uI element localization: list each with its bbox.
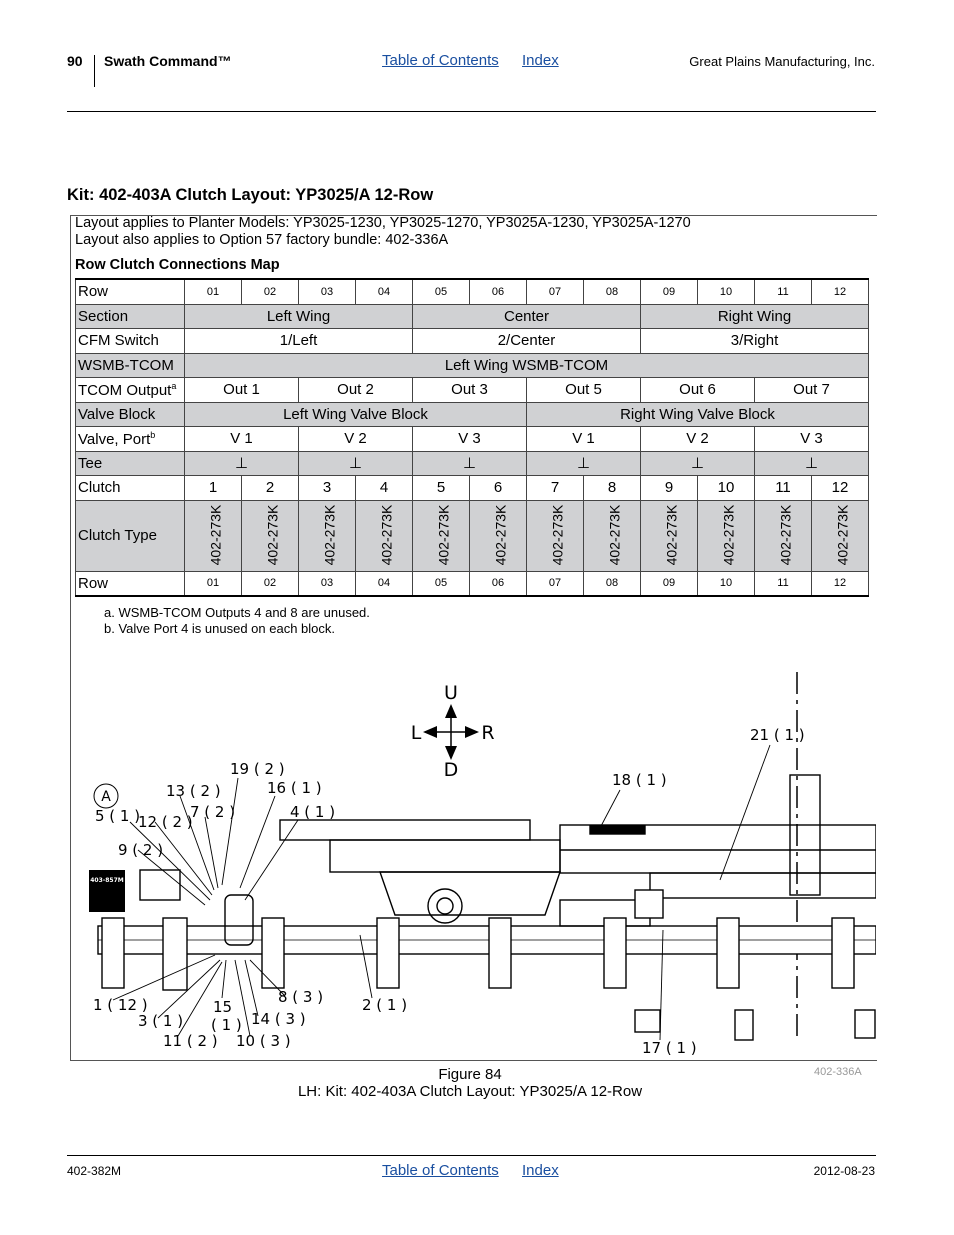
- section-cell: Right Wing: [641, 304, 869, 329]
- row-label: Row: [76, 279, 185, 304]
- row-cell: 12: [812, 279, 869, 304]
- tcom-footnote-ref: a: [171, 380, 177, 391]
- valve-port-cell: V 1: [185, 427, 299, 452]
- table-row-clutch: [76, 476, 869, 501]
- clutch-type-cell: 402-273K: [378, 504, 395, 566]
- row-cell: 01: [185, 571, 242, 596]
- tcom-label-text: TCOM Output: [78, 381, 172, 399]
- callout-15-qty: ( 1 ): [211, 1016, 242, 1034]
- row-cell: 04: [356, 571, 413, 596]
- row-cell: 07: [527, 571, 584, 596]
- clutch-type-cell: 402-273K: [834, 504, 851, 566]
- clutch-type-cell: 402-273K: [720, 504, 737, 566]
- clutch-type-cell: 402-273K: [492, 504, 509, 566]
- callout-10: 10 ( 3 ): [236, 1032, 291, 1050]
- tcom-cell: Out 6: [641, 378, 755, 403]
- cfm-cell: 3/Right: [641, 329, 869, 354]
- footnote-a: a. WSMB-TCOM Outputs 4 and 8 are unused.: [104, 605, 370, 620]
- callout-1: 1 ( 12 ): [93, 996, 148, 1014]
- row-cell: 09: [641, 279, 698, 304]
- row-cell: 02: [242, 279, 299, 304]
- callout-19: 19 ( 2 ): [230, 760, 285, 778]
- callout-11: 11 ( 2 ): [163, 1032, 218, 1050]
- cfm-cell: 1/Left: [185, 329, 413, 354]
- compass-down: D: [443, 759, 459, 781]
- table-row-valve-port: [76, 427, 869, 452]
- callout-3: 3 ( 1 ): [138, 1012, 184, 1030]
- planter-diagram: [71, 660, 876, 1058]
- compass-icon: [411, 682, 495, 781]
- tcom-cell: Out 3: [413, 378, 527, 403]
- section-title: Kit: 402-403A Clutch Layout: YP3025/A 12-Row: [67, 186, 434, 204]
- row-cell: 02: [242, 571, 299, 596]
- clutch-cell: 12: [812, 476, 869, 501]
- tcom-cell: Out 7: [755, 378, 869, 403]
- valve-block-cell: Right Wing Valve Block: [527, 402, 869, 427]
- header-rule: [67, 111, 876, 112]
- row-cell: 09: [641, 571, 698, 596]
- tee-icon: ⊥: [185, 451, 299, 476]
- callout-17: 17 ( 1 ): [642, 1039, 697, 1057]
- clutch-label: Clutch: [76, 476, 185, 501]
- row-cell: 07: [527, 279, 584, 304]
- cfm-label: CFM Switch: [76, 329, 185, 354]
- clutch-type-cell: 402-273K: [207, 504, 224, 566]
- row-cell: 01: [185, 279, 242, 304]
- tcom-cell: Out 2: [299, 378, 413, 403]
- tee-icon: ⊥: [299, 451, 413, 476]
- clutch-cell: 9: [641, 476, 698, 501]
- row-cell: 10: [698, 279, 755, 304]
- row-cell: 05: [413, 571, 470, 596]
- clutch-cell: 10: [698, 476, 755, 501]
- valve-block-cell: Left Wing Valve Block: [185, 402, 527, 427]
- row-cell: 03: [299, 279, 356, 304]
- clutch-cell: 8: [584, 476, 641, 501]
- clutch-cell: 2: [242, 476, 299, 501]
- footer-toc-link[interactable]: Table of Contents: [382, 1162, 499, 1179]
- clutch-type-cell: 402-273K: [663, 504, 680, 566]
- section-cell: Center: [413, 304, 641, 329]
- intro-line-2: Layout also applies to Option 57 factory bundle: 402-336A: [75, 232, 449, 248]
- cfm-cell: 2/Center: [413, 329, 641, 354]
- header-divider: [94, 55, 95, 87]
- intro-line-1: Layout applies to Planter Models: YP3025-1230, YP3025-1270, YP3025A-1230, YP3025A-1270: [75, 215, 691, 231]
- table-row-row-bottom: [76, 571, 869, 596]
- header-index-link[interactable]: Index: [522, 52, 559, 69]
- clutch-type-cell: 402-273K: [321, 504, 338, 566]
- header-toc-link[interactable]: Table of Contents: [382, 52, 499, 69]
- row-cell: 12: [812, 571, 869, 596]
- callout-a: A: [101, 789, 111, 805]
- doc-title: Swath Command™: [104, 53, 232, 69]
- table-row-clutch-type: [76, 500, 869, 571]
- tcom-cell: Out 5: [527, 378, 641, 403]
- valve-port-cell: V 2: [299, 427, 413, 452]
- footer-doc-number: 402-382M: [67, 1164, 122, 1178]
- clutch-cell: 5: [413, 476, 470, 501]
- row-label-bottom: Row: [76, 571, 185, 596]
- clutch-cell: 3: [299, 476, 356, 501]
- footer-index-link[interactable]: Index: [522, 1162, 559, 1179]
- row-cell: 08: [584, 279, 641, 304]
- valve-port-label: [76, 427, 185, 452]
- figure-number: Figure 84: [438, 1066, 502, 1083]
- callout-8: 8 ( 3 ): [278, 988, 324, 1006]
- table-row-row: [76, 279, 869, 304]
- map-title: Row Clutch Connections Map: [75, 257, 280, 273]
- clutch-cell: 4: [356, 476, 413, 501]
- valve-port-cell: V 2: [641, 427, 755, 452]
- clutch-cell: 7: [527, 476, 584, 501]
- row-cell: 06: [470, 571, 527, 596]
- clutch-type-cell: 402-273K: [777, 504, 794, 566]
- tee-icon: ⊥: [755, 451, 869, 476]
- callout-21: 21 ( 1 ): [750, 726, 805, 744]
- valve-port-cell: V 1: [527, 427, 641, 452]
- compass-left: L: [410, 722, 422, 744]
- valve-port-label-text: Valve, Port: [78, 430, 151, 448]
- toolbar-frame: [98, 775, 876, 954]
- table-row-section: [76, 304, 869, 329]
- clutch-cell: 1: [185, 476, 242, 501]
- section-label: Section: [76, 304, 185, 329]
- footnote-b: b. Valve Port 4 is unused on each block.: [104, 621, 336, 636]
- callout-14: 14 ( 3 ): [251, 1010, 306, 1028]
- page-number: 90: [67, 53, 83, 69]
- intro-text: [75, 215, 691, 249]
- footer-rule: [67, 1155, 876, 1156]
- clutch-type-cell: 402-273K: [606, 504, 623, 566]
- compass-right: R: [481, 722, 495, 744]
- row-cell: 10: [698, 571, 755, 596]
- compass-up: U: [444, 682, 458, 704]
- table-row-tee: [76, 451, 869, 476]
- company-name: Great Plains Manufacturing, Inc.: [689, 54, 875, 69]
- clutch-type-cell: 402-273K: [264, 504, 281, 566]
- tee-icon: ⊥: [641, 451, 755, 476]
- table-row-valve-block: [76, 402, 869, 427]
- callout-2: 2 ( 1 ): [362, 996, 408, 1014]
- clutch-cell: 11: [755, 476, 812, 501]
- valve-block-label: Valve Block: [76, 402, 185, 427]
- callout-9: 9 ( 2 ): [118, 841, 164, 859]
- callout-5: 5 ( 1 ): [95, 807, 141, 825]
- tee-label: Tee: [76, 451, 185, 476]
- valve-port-cell: V 3: [755, 427, 869, 452]
- callout-15: 15: [213, 998, 233, 1016]
- clutch-type-cell: 402-273K: [549, 504, 566, 566]
- row-cell: 06: [470, 279, 527, 304]
- figure-caption: LH: Kit: 402-403A Clutch Layout: YP3025/A 12-Row: [297, 1083, 643, 1100]
- decal-label: 403-857M: [90, 877, 124, 884]
- callout-7: 7 ( 2 ): [190, 803, 236, 821]
- row-cell: 11: [755, 571, 812, 596]
- callout-12: 12 ( 2 ): [138, 813, 193, 831]
- valve-port-footnote-ref: b: [150, 429, 156, 440]
- table-row-wsmb: [76, 353, 869, 378]
- callout-18: 18 ( 1 ): [612, 771, 667, 789]
- callout-4: 4 ( 1 ): [290, 803, 336, 821]
- table-row-tcom: [76, 378, 869, 403]
- clutch-type-label: Clutch Type: [76, 500, 185, 571]
- callout-16: 16 ( 1 ): [267, 779, 322, 797]
- tcom-cell: Out 1: [185, 378, 299, 403]
- clutch-type-cell: 402-273K: [435, 504, 452, 566]
- row-cell: 05: [413, 279, 470, 304]
- callout-13: 13 ( 2 ): [166, 782, 221, 800]
- row-cell: 08: [584, 571, 641, 596]
- figure-id: 402-336A: [814, 1066, 862, 1078]
- row-cell: 03: [299, 571, 356, 596]
- tee-icon: ⊥: [413, 451, 527, 476]
- tee-icon: ⊥: [527, 451, 641, 476]
- clutch-cell: 6: [470, 476, 527, 501]
- wsmb-label: WSMB-TCOM: [76, 353, 185, 378]
- wsmb-cell: Left Wing WSMB-TCOM: [185, 353, 869, 378]
- valve-port-cell: V 3: [413, 427, 527, 452]
- tcom-label: [76, 378, 185, 403]
- section-cell: Left Wing: [185, 304, 413, 329]
- row-cell: 04: [356, 279, 413, 304]
- row-cell: 11: [755, 279, 812, 304]
- row-clutch-table: [75, 278, 869, 597]
- table-row-cfm: [76, 329, 869, 354]
- footer-date: 2012-08-23: [813, 1164, 875, 1178]
